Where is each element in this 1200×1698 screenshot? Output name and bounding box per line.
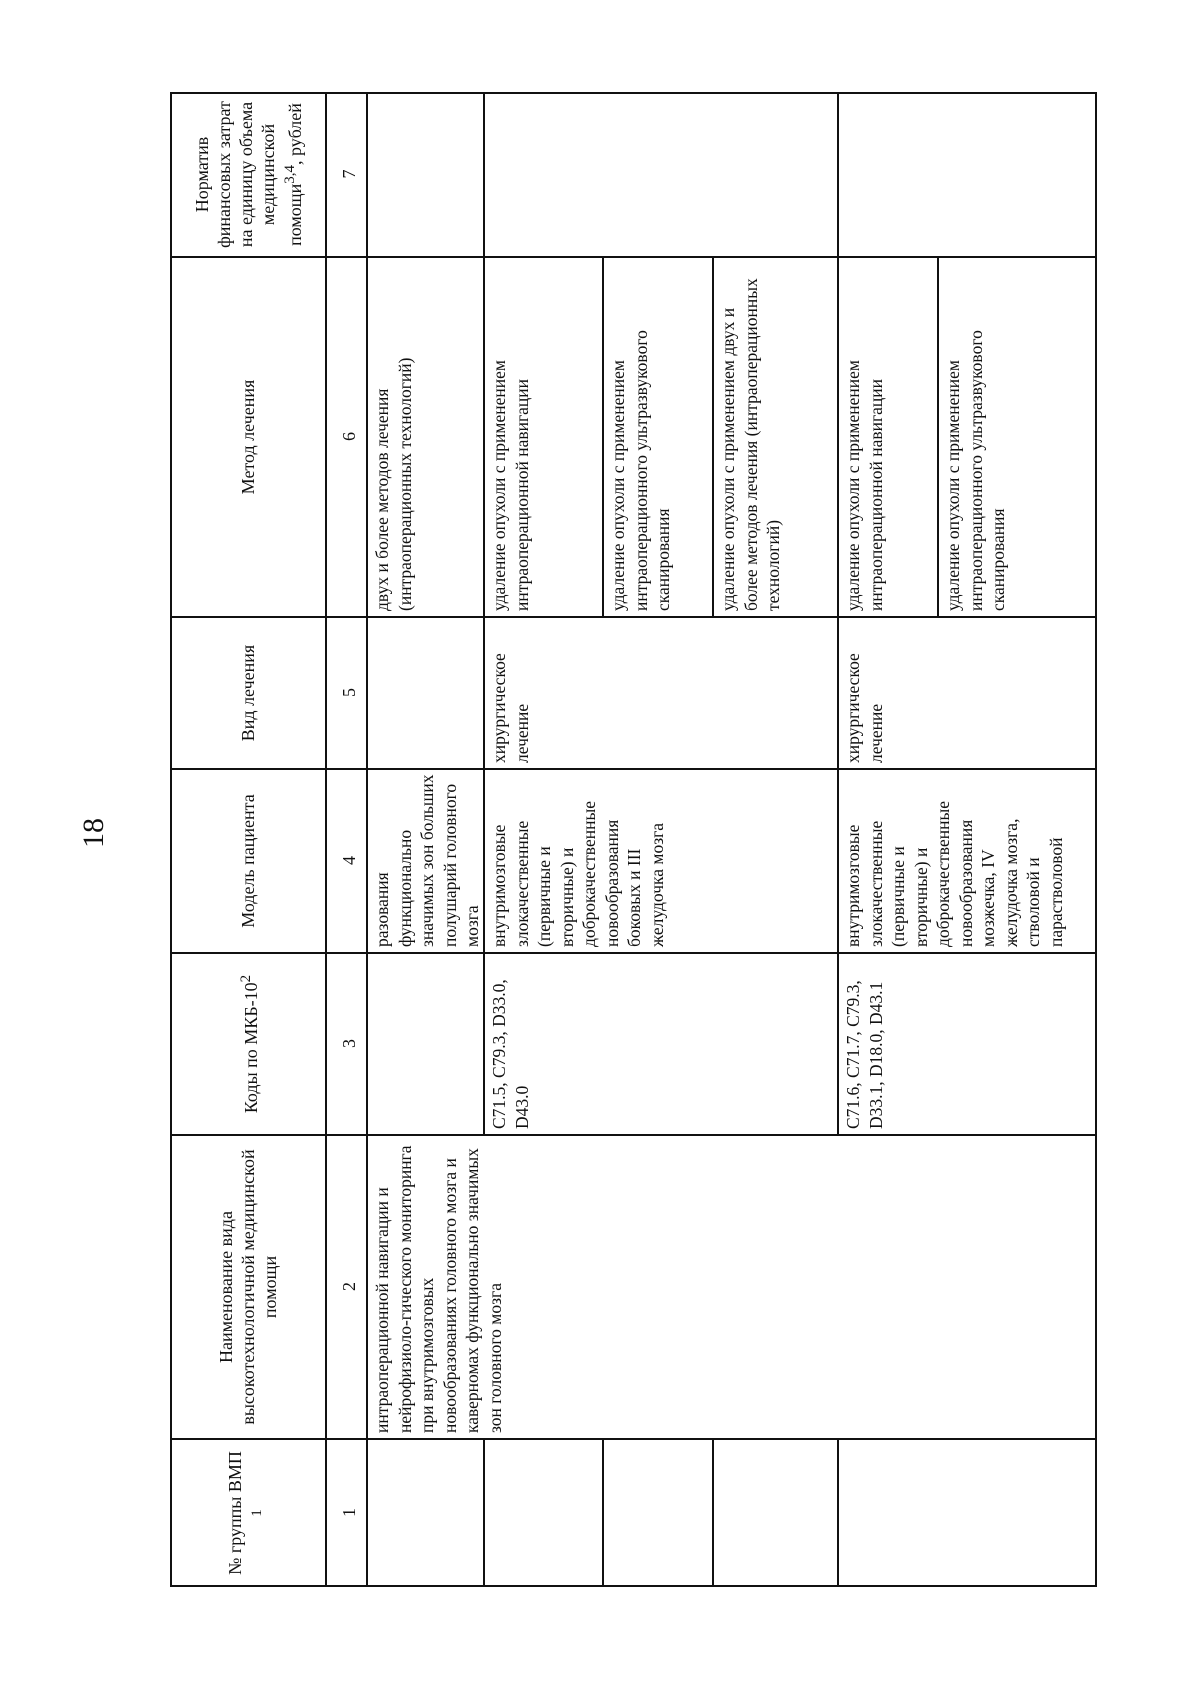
col-number-4: 4 [339,856,359,865]
col-number-3: 3 [339,1039,359,1048]
col-number-1: 1 [339,1508,359,1517]
header-care-type-name: Наименование вида высокотехнологичной медицинской помощи [216,1149,280,1425]
icd-codes-cell: C71.6, C71.7, C79.3, D33.1, D18.0, D43.1 [843,980,886,1129]
care-type-name-cell: интраоперационной навигации и нейрофизиоло-гического мониторинга при внутримозговых новообразованиях головного мозга и каверномах функционально значимых зон головного мозга [372,1145,505,1433]
header-icd-codes: Коды по МКБ-$10^2$ [237,974,261,1114]
header-treatment-type: Вид лечения [238,644,258,742]
treatment-method-cell: двух и более методов лечения (интраоперационных технологий) [372,357,415,611]
treatment-type-cell: хирургическое лечение [843,653,886,763]
patient-model-cell: внутримозговые злокачественные (первичные и вторичные) и доброкачественные новообразования мозжечка, IV желудочка мозга, стволовой и парастволовой [843,801,1066,947]
col-number-2: 2 [339,1282,359,1291]
header-group-number: № группы ВМП $^1$ [224,1451,265,1575]
header-treatment-method: Метод лечения [238,379,258,495]
medical-care-table [170,92,1097,1587]
patient-model-cell: внутримозговые злокачественные (первичные и вторичные) и доброкачественные новообразования боковых и III желудочка мозга [489,801,667,947]
treatment-method-cell: удаление опухоли с применением интраоперационной навигации [843,360,886,611]
treatment-method-cell: удаление опухоли с применением интраоперационного ультразвукового сканирования [608,330,673,611]
col-number-7: 7 [339,169,359,179]
treatment-method-cell: удаление опухоли с применением двух и более методов лечения (интраоперационных технологий) [718,278,783,611]
header-patient-model: Модель пациента [238,794,258,928]
col-number-5: 5 [339,688,359,697]
patient-model-cell: разования функционально значимых зон больших полушарий головного мозга [372,774,482,947]
page-number: 18 [77,818,110,848]
icd-codes-cell: C71.5, C79.3, D33.0, D43.0 [489,979,532,1129]
treatment-type-cell: хирургическое лечение [489,653,532,763]
header-cost-norm: Норматив финансовых затрат на единицу объема медицинской помощи$^{3,4}$, рублей [191,101,305,248]
treatment-method-cell: удаление опухоли с применением интраоперационной навигации [489,360,532,611]
treatment-method-cell: удаление опухоли с применением интраоперационного ультразвукового сканирования [943,330,1008,611]
col-number-6: 6 [339,432,359,441]
